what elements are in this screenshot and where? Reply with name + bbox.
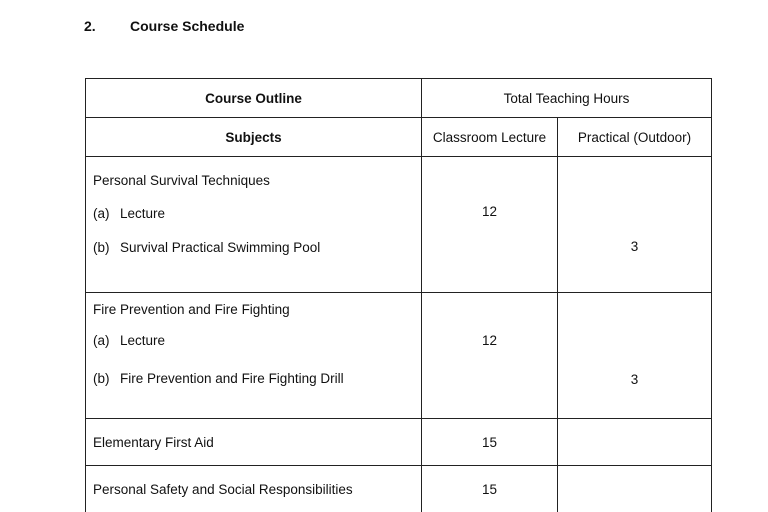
classroom-hours: 15 — [422, 466, 558, 512]
subjects-header: Subjects — [86, 118, 422, 157]
subject-cell — [86, 157, 422, 293]
item-label: (b) — [93, 371, 110, 386]
section-heading — [84, 18, 244, 34]
practical-hours: 3 — [630, 372, 639, 387]
subject-item — [93, 240, 320, 255]
item-label: (a) — [93, 333, 110, 348]
item-text: Survival Practical Swimming Pool — [120, 240, 321, 255]
subject-item — [93, 371, 344, 386]
practical-hours-cell — [558, 157, 712, 293]
classroom-hours-cell — [422, 293, 558, 419]
classroom-hours: 12 — [481, 333, 498, 348]
classroom-hours-cell — [422, 157, 558, 293]
item-label: (a) — [93, 206, 110, 221]
subject-title: Personal Survival Techniques — [93, 173, 270, 188]
subject-item — [93, 333, 165, 348]
practical-hours — [558, 419, 712, 466]
table-row — [86, 293, 712, 419]
classroom-lecture-header: Classroom Lecture — [422, 118, 558, 157]
course-schedule-table — [85, 78, 712, 512]
classroom-hours: 15 — [422, 419, 558, 466]
section-title: Course Schedule — [130, 18, 245, 34]
table-row — [86, 419, 712, 466]
subject-title: Elementary First Aid — [86, 419, 422, 466]
practical-hours: 3 — [630, 239, 639, 254]
item-text: Lecture — [120, 333, 166, 348]
item-text: Fire Prevention and Fire Fighting Drill — [120, 371, 344, 386]
subject-cell — [86, 293, 422, 419]
table-header-row-2 — [86, 118, 712, 157]
subject-item — [93, 206, 165, 221]
practical-hours — [558, 466, 712, 512]
practical-outdoor-header: Practical (Outdoor) — [558, 118, 712, 157]
total-teaching-hours-header: Total Teaching Hours — [422, 79, 712, 118]
item-text: Lecture — [120, 206, 166, 221]
table-row — [86, 157, 712, 293]
table-header-row-1 — [86, 79, 712, 118]
table-row — [86, 466, 712, 512]
classroom-hours: 12 — [481, 204, 498, 219]
section-number: 2. — [84, 18, 96, 34]
subject-title: Personal Safety and Social Responsibilities — [86, 466, 422, 512]
subject-title: Fire Prevention and Fire Fighting — [93, 302, 290, 317]
item-label: (b) — [93, 240, 110, 255]
practical-hours-cell — [558, 293, 712, 419]
course-outline-header: Course Outline — [86, 79, 422, 118]
